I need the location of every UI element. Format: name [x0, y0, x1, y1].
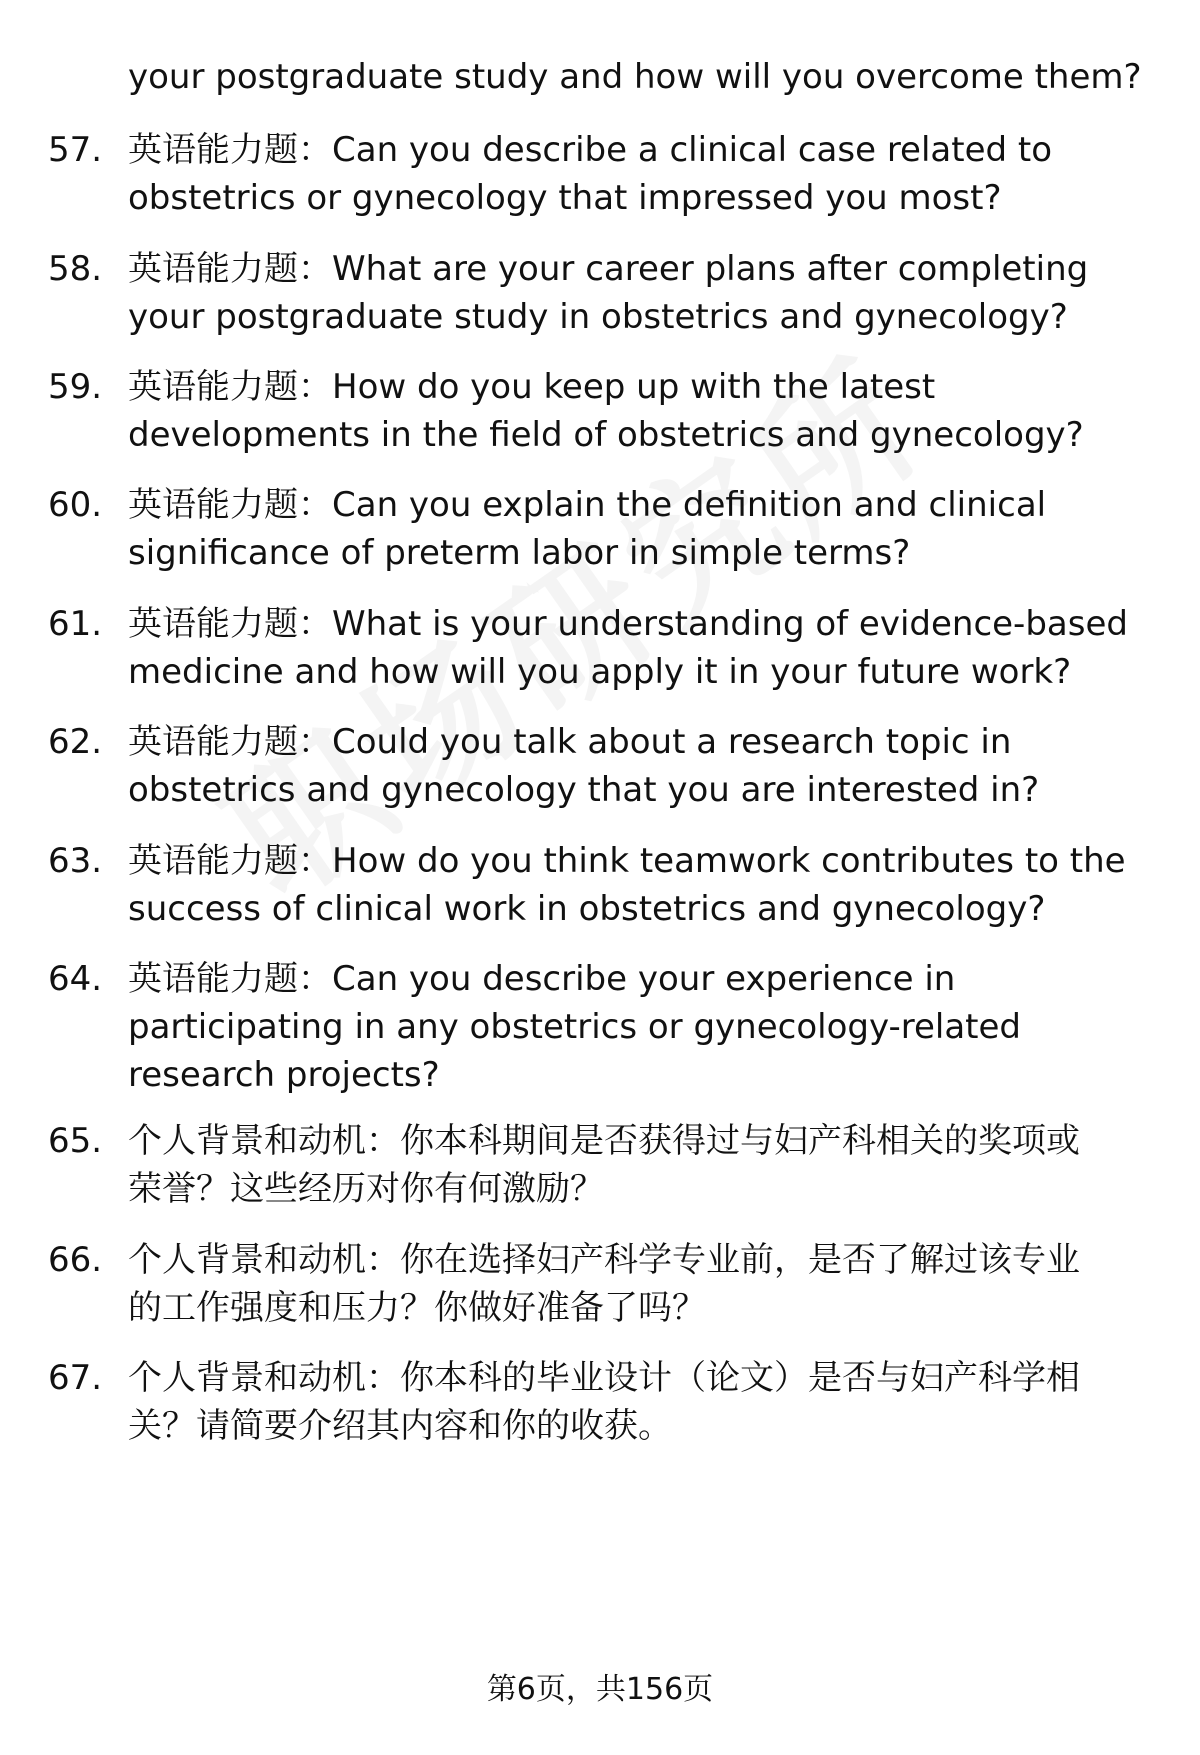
item-number: 57. [48, 130, 103, 170]
item-text: your postgraduate study and how will you overcome them? [128, 57, 1142, 97]
item-number: 58. [48, 249, 103, 289]
item-text: 英语能力题：What is your understanding of evidence-based medicine and how will you apply it in your future work? [128, 604, 1128, 692]
item-number: 67. [48, 1358, 103, 1398]
page-number-footer: 第6页，共156页 [486, 1672, 714, 1707]
item-number: 62. [48, 722, 103, 762]
item-text: 个人背景和动机：你本科期间是否获得过与妇产科相关的奖项或 荣誉？这些经历对你有何激励？ [128, 1121, 1080, 1209]
item-number: 59. [48, 367, 103, 407]
item-text: 个人背景和动机：你本科的毕业设计（论文）是否与妇产科学相 关？请简要介绍其内容和你的收获。 [128, 1358, 1080, 1446]
item-text: 英语能力题：How do you keep up with the latest developments in the field of obstetrics and gynecology? [128, 367, 1084, 455]
item-number: 66. [48, 1240, 103, 1280]
item-text: 英语能力题：Can you describe a clinical case related to obstetrics or gynecology that impressed you most? [128, 130, 1053, 218]
item-number: 64. [48, 959, 103, 999]
item-text: 英语能力题：What are your career plans after completing your postgraduate study in obstetrics and gynecology? [128, 249, 1089, 337]
item-number: 61. [48, 604, 103, 644]
item-text: 英语能力题：Can you explain the definition and clinical significance of preterm labor in simple terms? [128, 485, 1047, 573]
item-number: 63. [48, 841, 103, 881]
item-text: 英语能力题：How do you think teamwork contributes to the success of clinical work in obstetrics and gynecology? [128, 841, 1126, 929]
item-number: 65. [48, 1121, 103, 1161]
item-number: 60. [48, 485, 103, 525]
item-text: 个人背景和动机：你在选择妇产科学专业前，是否了解过该专业 的工作强度和压力？你做好准备了吗？ [128, 1240, 1080, 1328]
item-text: 英语能力题：Could you talk about a research topic in obstetrics and gynecology that you are interested in? [128, 722, 1040, 810]
item-text: 英语能力题：Can you describe your experience in participating in any obstetrics or gynecology-related research projects? [128, 959, 1022, 1095]
